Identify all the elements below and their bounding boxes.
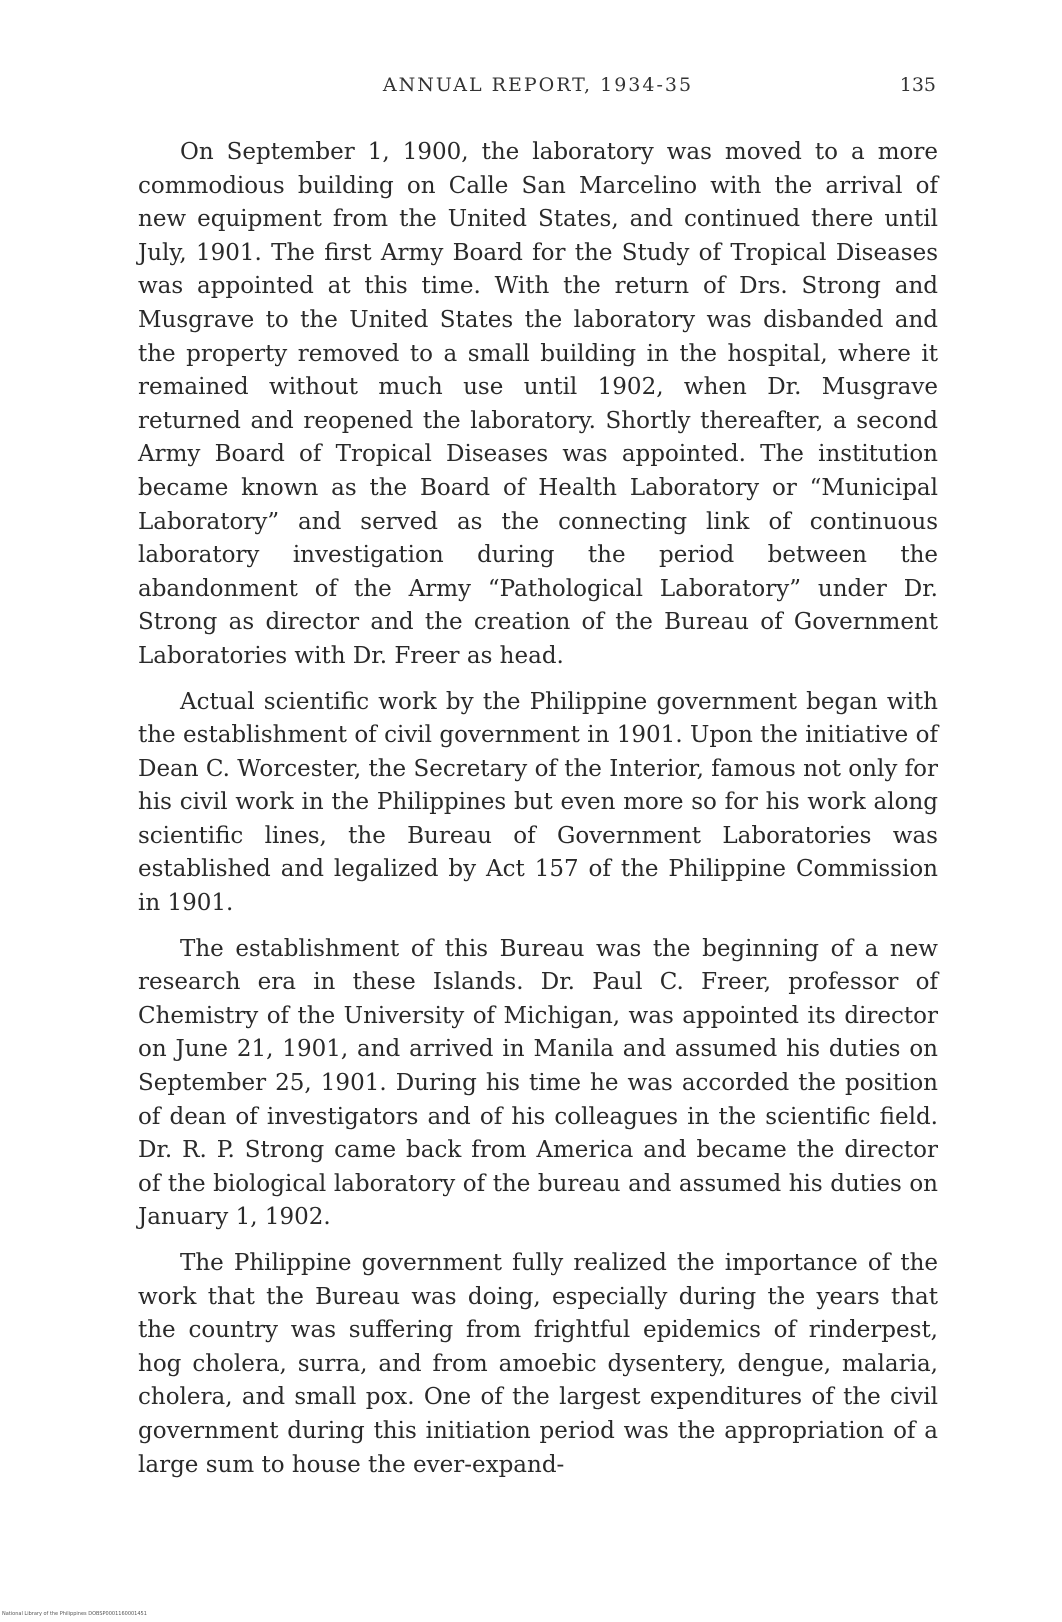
paragraph: The establishment of this Bureau was the beginning of a new research era in these Islands. Dr. Paul C. Freer, professor of Chemistry of the University of Michigan, was appointed its director on June 21, 1901, and arrived in Manila and assumed his duties on September 25, 1901. During his time he was accorded the position of dean of investigators and of his colleagues in the scientific field. Dr. R. P. Strong came back from America and became the director of the biological laboratory of the bureau and assumed his duties on January 1, 1902. bbox=[138, 935, 938, 1231]
page-number: 135 bbox=[899, 74, 936, 96]
page-header bbox=[140, 74, 936, 104]
body-text bbox=[138, 136, 938, 1494]
paragraph: Actual scientific work by the Philippine government began with the establishment of civil government in 1901. Upon the initiative of Dean C. Worcester, the Secretary of the Interior, famous not only for his civil work in the Philippines but even more so for his work along scientific lines, the Bureau of Government Laboratories was established and legalized by Act 157 of the Philippine Commission in 1901. bbox=[138, 688, 938, 917]
paragraph: On September 1, 1900, the laboratory was moved to a more commodious building on Calle San Marcelino with the arrival of new equipment from the United States, and continued there until July, 1901. The first Army Board for the Study of Tropical Diseases was appointed at this time. With the return of Drs. Strong and Musgrave to the United States the laboratory was disbanded and the property removed to a small building in the hospital, where it remained without much use until 1902, when Dr. Musgrave returned and reopened the laboratory. Shortly thereafter, a second Army Board of Tropical Diseases was appointed. The institution became known as the Board of Health Laboratory or “Municipal Laboratory” and served as the connecting link of continuous laboratory investigation during the period between the abandonment of the Army “Pathological Laboratory” under Dr. Strong as director and the creation of the Bureau of Government Laboratories with Dr. Freer as head. bbox=[138, 139, 938, 669]
running-title: ANNUAL REPORT, 1934-35 bbox=[382, 74, 694, 96]
paragraph: The Philippine government fully realized the importance of the work that the Bureau was doing, especially during the years that the country was suffering from frightful epidemics of rinderpest, hog cholera, surra, and from amoebic dysentery, dengue, malaria, cholera, and small pox. One of the largest expenditures of the civil government during this initiation period was the appropriation of a large sum to house the ever-expand- bbox=[138, 1250, 938, 1478]
scan-footer-mark: National Library of the Philippines DOBSP0001160001451 bbox=[2, 1611, 147, 1617]
